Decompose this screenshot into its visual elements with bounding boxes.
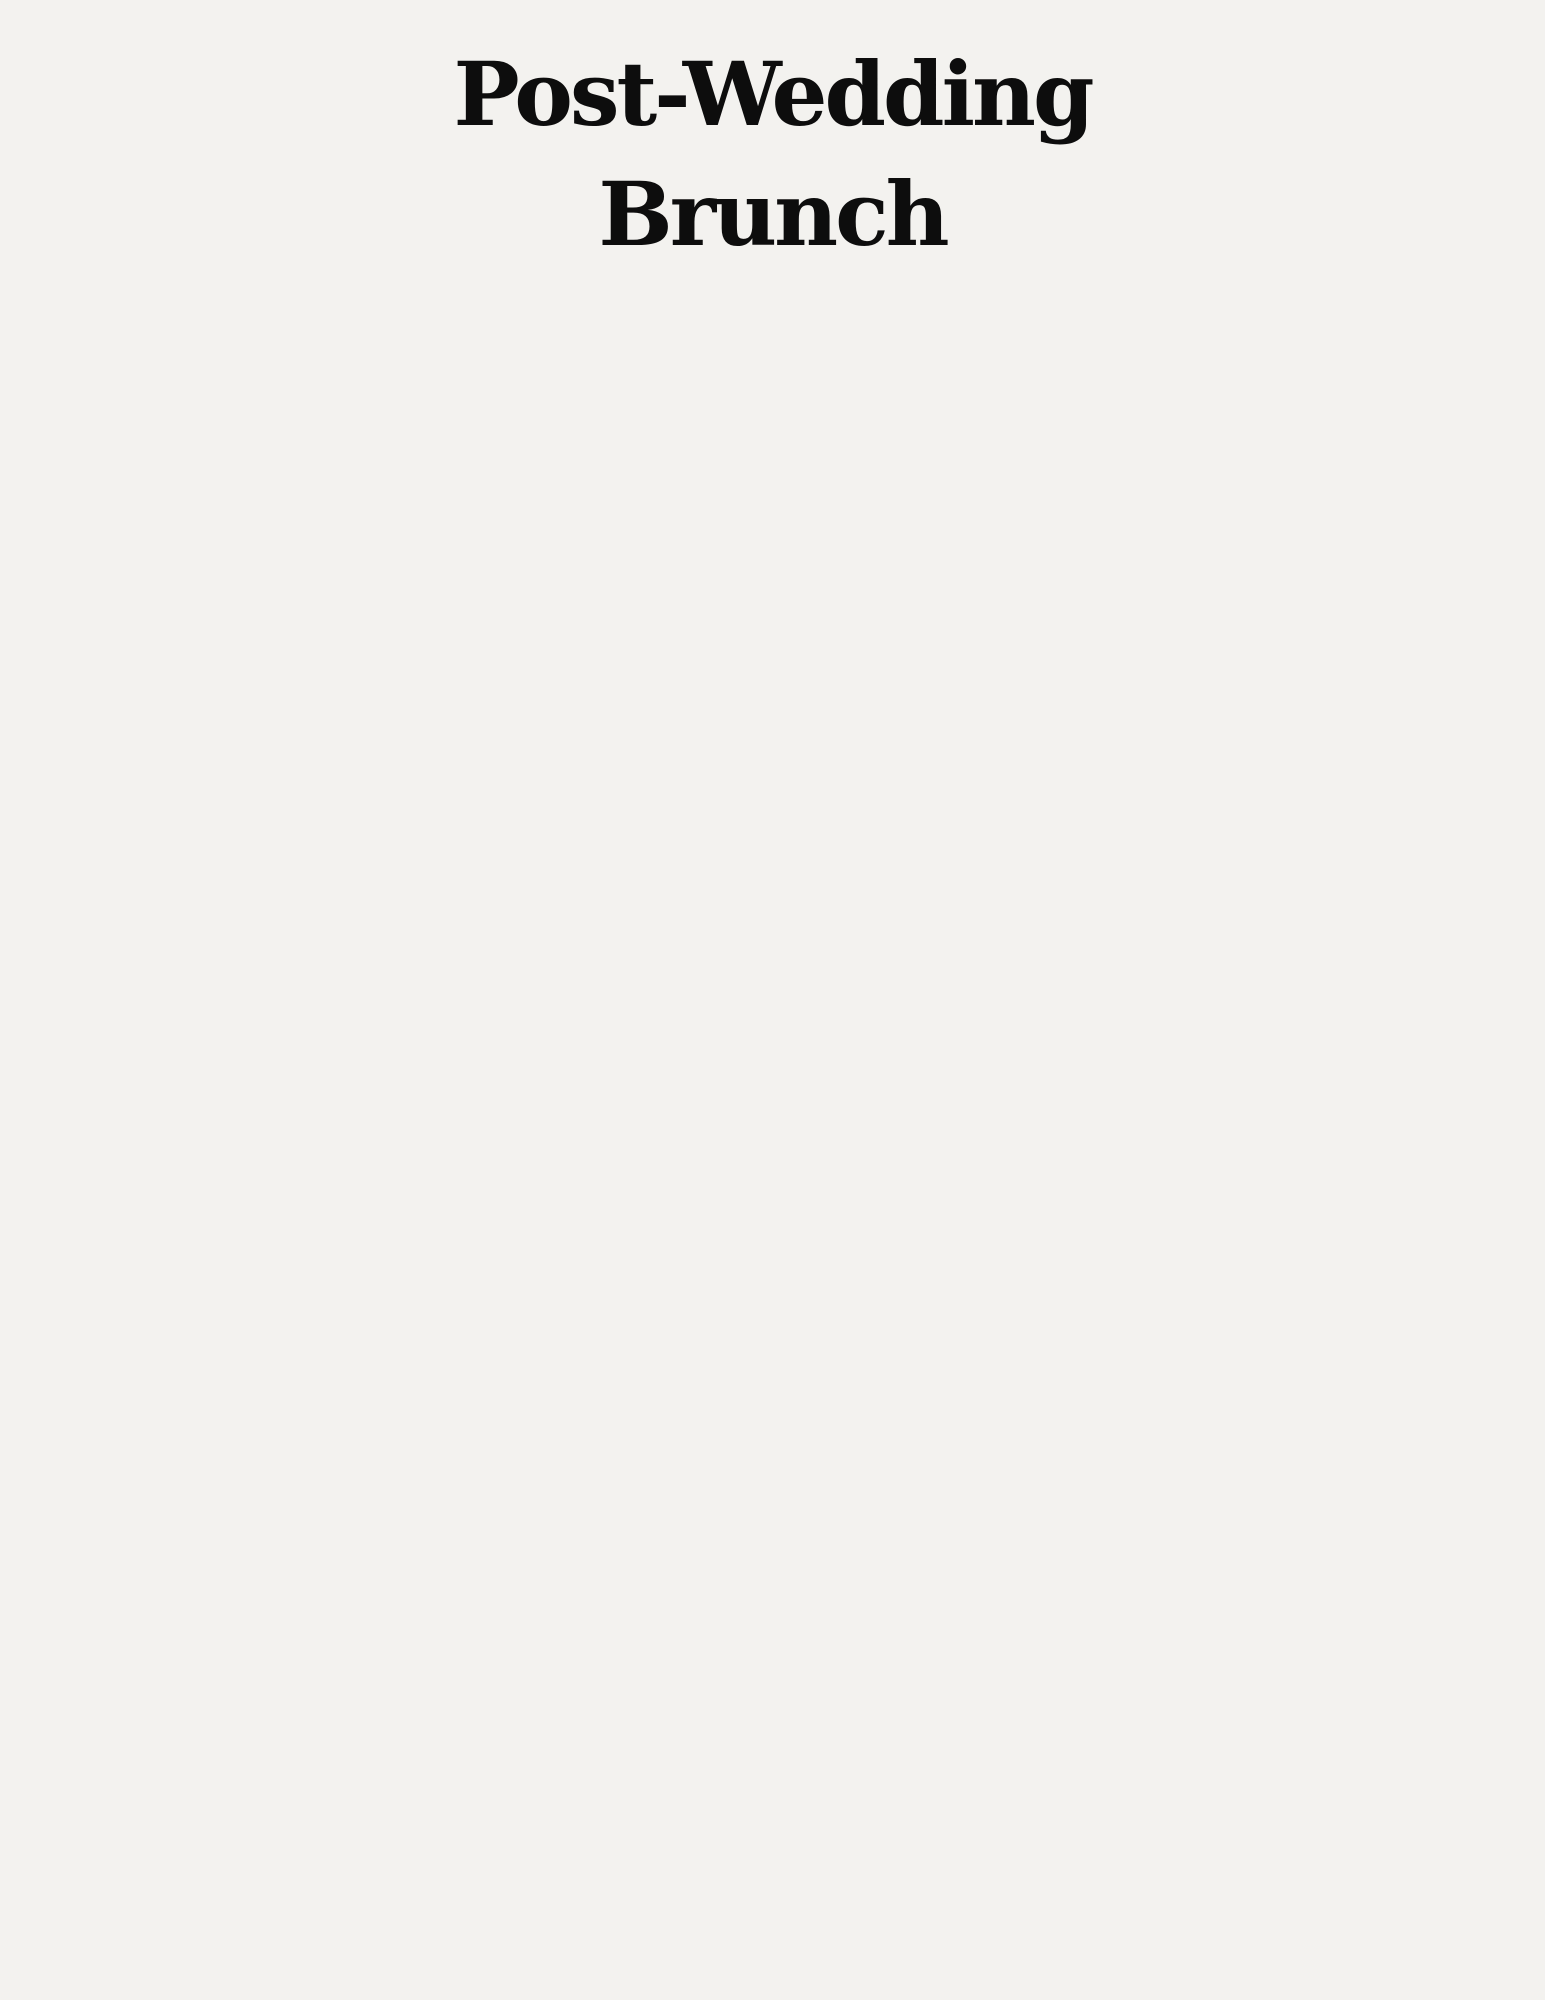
menu-title-line2: Brunch — [598, 162, 947, 266]
menu-title-line1: Post-Wedding — [453, 42, 1092, 146]
